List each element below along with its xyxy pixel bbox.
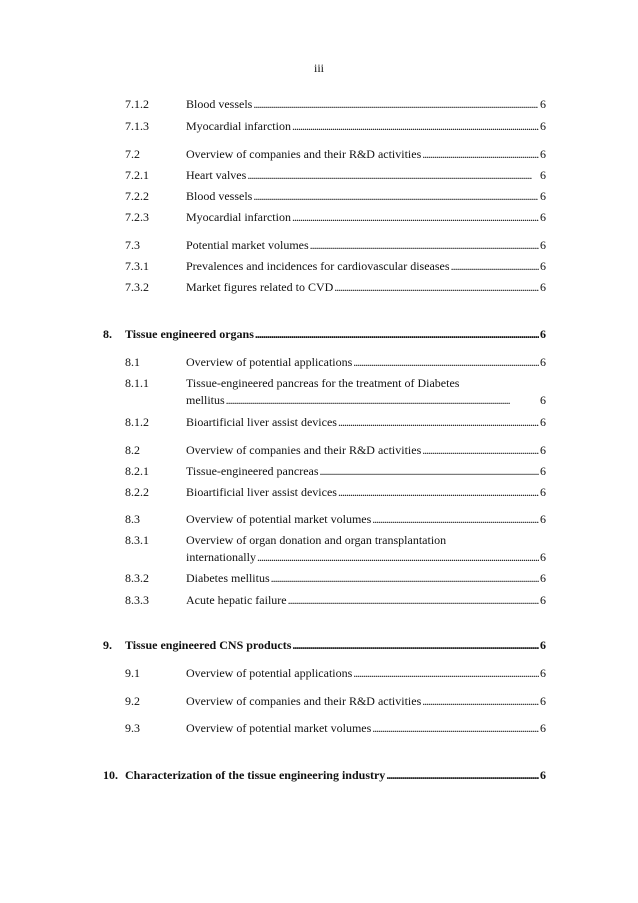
entry-page: 6 [540,238,546,252]
entry-number: 7.2.1 [125,168,149,182]
toc-chapter-10[interactable] [0,767,638,783]
entry-number: 8.3.3 [125,593,149,607]
entry-page: 6 [540,97,546,111]
toc-entry-8-2-2[interactable] [0,484,638,500]
toc-entry-7-1-3[interactable] [0,118,638,134]
entry-title: Overview of companies and their R&D activities [186,694,422,708]
entry-page: 6 [540,666,546,680]
toc-entry-8-3-1-cont[interactable] [0,549,638,565]
toc-entry-7-2[interactable] [0,146,638,162]
entry-title: Market figures related to CVD [186,280,334,294]
entry-title: Blood vessels [186,97,253,111]
toc-chapter-9[interactable] [0,637,638,653]
entry-page: 6 [540,189,546,203]
entry-number: 7.2.2 [125,189,149,203]
entry-page: 6 [540,464,546,478]
chapter-page: 6 [540,768,546,782]
entry-number: 9.1 [125,666,140,680]
toc-entry-9-3[interactable] [0,720,638,736]
toc-entry-8-3-3[interactable] [0,592,638,608]
entry-page: 6 [540,393,546,407]
toc-entry-8-1-2[interactable] [0,414,638,430]
entry-page: 6 [540,168,546,182]
entry-number: 7.1.3 [125,119,149,133]
entry-title-line1: Overview of organ donation and organ transplantation [186,533,447,547]
entry-title: Bioartificial liver assist devices [186,485,337,499]
entry-page: 6 [540,280,546,294]
toc-entry-7-1-2[interactable] [0,96,638,112]
entry-title: Myocardial infarction [186,119,291,133]
entry-page: 6 [540,147,546,161]
entry-number: 7.3.2 [125,280,149,294]
chapter-number: 10. [103,768,118,782]
page-number: iii [313,61,324,75]
entry-number: 9.2 [125,694,140,708]
toc-entry-7-2-3[interactable] [0,209,638,225]
entry-number: 8.3.1 [125,533,149,547]
entry-title: Overview of potential market volumes [186,512,372,526]
toc-entry-7-2-2[interactable] [0,188,638,204]
entry-page: 6 [540,694,546,708]
entry-page: 6 [540,443,546,457]
chapter-number: 9. [103,638,112,652]
entry-page: 6 [540,259,546,273]
entry-number: 7.2.3 [125,210,149,224]
entry-number: 8.2 [125,443,140,457]
entry-number: 8.2.2 [125,485,149,499]
entry-page: 6 [540,721,546,735]
entry-number: 7.2 [125,147,140,161]
chapter-title: Tissue engineered organs [125,327,254,341]
entry-title: Blood vessels [186,189,253,203]
entry-page: 6 [540,571,546,585]
entry-page: 6 [540,550,546,564]
entry-number: 7.3.1 [125,259,149,273]
toc-entry-8-3-1[interactable] [0,532,638,548]
toc-entry-7-3-2[interactable] [0,279,638,295]
entry-title: Overview of companies and their R&D activities [186,443,422,457]
chapter-title: Characterization of the tissue engineering industry [125,768,386,782]
toc-entry-8-2-1[interactable] [0,463,638,479]
entry-title: Overview of potential market volumes [186,721,372,735]
entry-title: mellitus [186,393,225,407]
entry-number: 8.2.1 [125,464,149,478]
entry-title: Overview of potential applications [186,666,353,680]
entry-title: Diabetes mellitus [186,571,270,585]
chapter-number: 8. [103,327,112,341]
entry-title: Heart valves [186,168,247,182]
toc-entry-8-1[interactable] [0,354,638,370]
toc-entry-9-1[interactable] [0,665,638,681]
toc-entry-7-2-1[interactable] [0,167,638,183]
entry-title: Potential market volumes [186,238,309,252]
toc-entry-7-3-1[interactable] [0,258,638,274]
entry-title: Bioartificial liver assist devices [186,415,337,429]
toc-entry-7-3[interactable] [0,237,638,253]
entry-number: 7.1.2 [125,97,149,111]
entry-page: 6 [540,512,546,526]
entry-number: 8.1 [125,355,140,369]
entry-page: 6 [540,415,546,429]
entry-title: internationally [186,550,256,564]
toc-entry-8-3[interactable] [0,511,638,527]
entry-title: Overview of companies and their R&D activities [186,147,422,161]
entry-title-line1: Tissue-engineered pancreas for the treatment of Diabetes [186,376,460,390]
entry-number: 7.3 [125,238,140,252]
entry-title: Overview of potential applications [186,355,353,369]
chapter-page: 6 [540,327,546,341]
entry-number: 8.3 [125,512,140,526]
entry-number: 8.3.2 [125,571,149,585]
entry-number: 8.1.1 [125,376,149,390]
toc-entry-8-1-1[interactable] [0,375,638,391]
entry-page: 6 [540,355,546,369]
entry-page: 6 [540,485,546,499]
chapter-page: 6 [540,638,546,652]
toc-entry-9-2[interactable] [0,693,638,709]
entry-number: 8.1.2 [125,415,149,429]
entry-number: 9.3 [125,721,140,735]
entry-title: Acute hepatic failure [186,593,287,607]
entry-page: 6 [540,119,546,133]
toc-entry-8-1-1-cont[interactable] [0,392,638,408]
toc-entry-8-2[interactable] [0,442,638,458]
toc-chapter-8[interactable] [0,326,638,342]
entry-title: Tissue-engineered pancreas [186,464,319,478]
entry-title: Prevalences and incidences for cardiovascular diseases [186,259,450,273]
chapter-title: Tissue engineered CNS products [125,638,292,652]
entry-page: 6 [540,210,546,224]
toc-entry-8-3-2[interactable] [0,570,638,586]
entry-page: 6 [540,593,546,607]
entry-title: Myocardial infarction [186,210,291,224]
